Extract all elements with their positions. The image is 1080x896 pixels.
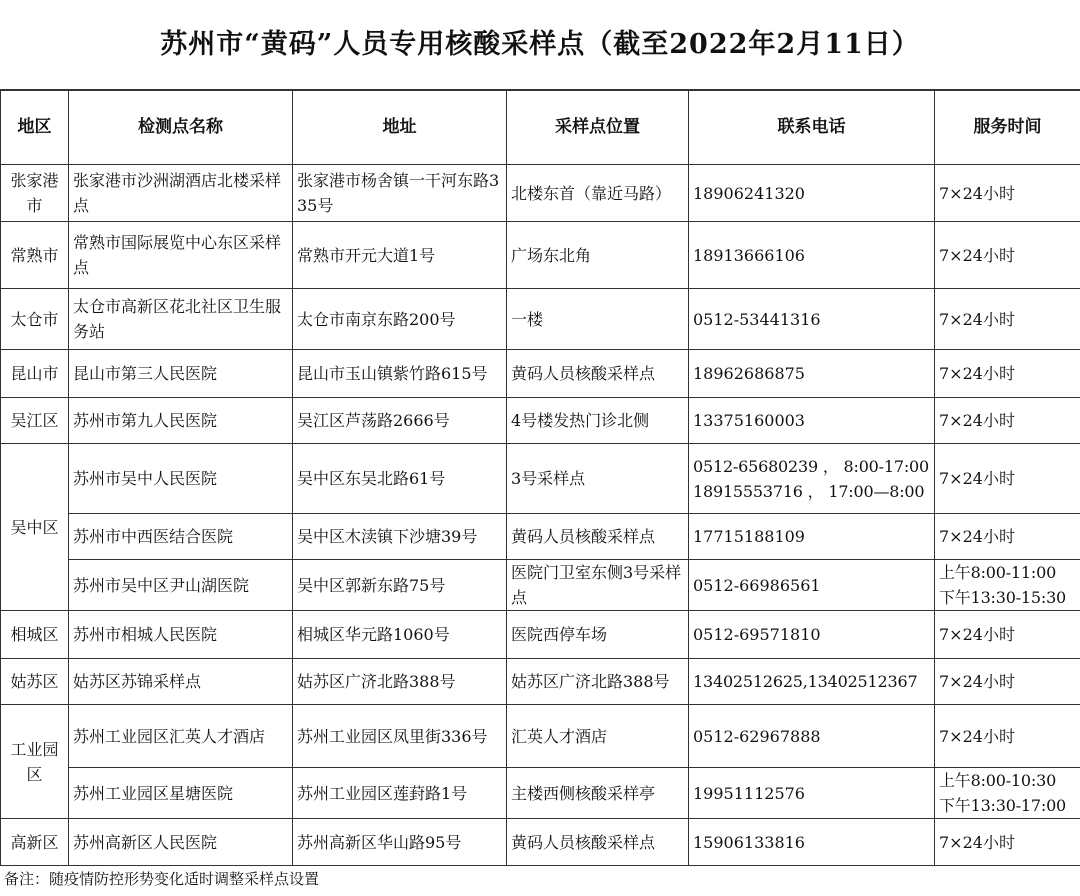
table-row [1,350,1080,398]
address-cell: 苏州工业园区莲葑路1号 [293,768,507,819]
table-row [1,289,1080,350]
location-cell: 一楼 [507,289,689,350]
phone-line: 18915553716 ， 17:00—8:00 [693,481,925,501]
hours-line: 下午13:30-15:30 [939,588,1067,607]
address-cell: 苏州工业园区凤里街336号 [293,705,507,768]
address-cell: 吴中区东吴北路61号 [293,444,507,514]
address-cell: 姑苏区广济北路388号 [293,659,507,705]
phone-line: 0512-65680239 ， 8:00-17:00 [693,456,929,476]
region-cell: 吴中区 [1,444,69,611]
site-name-cell: 苏州市第九人民医院 [69,398,293,444]
header-phone: 联系电话 [689,91,935,165]
region-cell: 常熟市 [1,222,69,289]
site-name-cell: 苏州工业园区星塘医院 [69,768,293,819]
phone-cell: 13402512625,13402512367 [689,659,935,705]
footnote: 备注：随疫情防控形势变化适时调整采样点设置 [4,870,320,888]
hours-cell: 7×24小时 [935,222,1080,289]
address-cell: 常熟市开元大道1号 [293,222,507,289]
location-cell: 4号楼发热门诊北侧 [507,398,689,444]
phone-cell: 18906241320 [689,165,935,222]
hours-line: 上午8:00-11:00 [939,563,1057,582]
location-cell: 姑苏区广济北路388号 [507,659,689,705]
phone-cell: 0512-66986561 [689,560,935,611]
hours-cell [935,560,1080,611]
site-name-cell: 苏州市吴中人民医院 [69,444,293,514]
region-cell: 吴江区 [1,398,69,444]
region-cell: 昆山市 [1,350,69,398]
sampling-sites-table [0,90,1080,866]
site-name-cell: 张家港市沙洲湖酒店北楼采样点 [69,165,293,222]
address-cell: 吴中区郭新东路75号 [293,560,507,611]
site-name-cell: 苏州高新区人民医院 [69,819,293,866]
location-cell: 医院门卫室东侧3号采样点 [507,560,689,611]
site-name-cell: 苏州工业园区汇英人才酒店 [69,705,293,768]
address-cell: 苏州高新区华山路95号 [293,819,507,866]
hours-cell: 7×24小时 [935,398,1080,444]
phone-cell: 13375160003 [689,398,935,444]
header-hours: 服务时间 [935,91,1080,165]
site-name-cell: 姑苏区苏锦采样点 [69,659,293,705]
region-cell: 工业园区 [1,705,69,819]
table-row [1,398,1080,444]
table-row [1,444,1080,514]
address-cell: 太仓市南京东路200号 [293,289,507,350]
location-cell: 黄码人员核酸采样点 [507,350,689,398]
hours-cell: 7×24小时 [935,350,1080,398]
table-row [1,560,1080,611]
location-cell: 主楼西侧核酸采样亭 [507,768,689,819]
hours-cell: 7×24小时 [935,289,1080,350]
phone-cell: 15906133816 [689,819,935,866]
region-cell: 相城区 [1,611,69,659]
table-row [1,222,1080,289]
location-cell: 北楼东首（靠近马路） [507,165,689,222]
page-title: 苏州市“黄码”人员专用核酸采样点（截至2022年2月11日） [0,0,1080,90]
address-cell: 相城区华元路1060号 [293,611,507,659]
table-row [1,165,1080,222]
address-cell: 吴江区芦荡路2666号 [293,398,507,444]
region-cell: 张家港市 [1,165,69,222]
region-cell: 姑苏区 [1,659,69,705]
phone-cell: 0512-62967888 [689,705,935,768]
header-location: 采样点位置 [507,91,689,165]
region-cell: 高新区 [1,819,69,866]
phone-cell: 18962686875 [689,350,935,398]
location-cell: 3号采样点 [507,444,689,514]
phone-cell: 19951112576 [689,768,935,819]
location-cell: 广场东北角 [507,222,689,289]
region-cell: 太仓市 [1,289,69,350]
site-name-cell: 苏州市相城人民医院 [69,611,293,659]
table-row [1,611,1080,659]
address-cell: 吴中区木渎镇下沙塘39号 [293,514,507,560]
hours-cell: 7×24小时 [935,165,1080,222]
hours-line: 下午13:30-17:00 [939,796,1067,815]
site-name-cell: 苏州市吴中区尹山湖医院 [69,560,293,611]
header-site-name: 检测点名称 [69,91,293,165]
table-row [1,659,1080,705]
table-row [1,819,1080,866]
site-name-cell: 太仓市高新区花北社区卫生服务站 [69,289,293,350]
table-row [1,514,1080,560]
hours-line: 上午8:00-10:30 [939,771,1057,790]
hours-cell: 7×24小时 [935,659,1080,705]
phone-cell: 0512-69571810 [689,611,935,659]
table-row [1,705,1080,768]
phone-cell: 0512-53441316 [689,289,935,350]
phone-cell: 17715188109 [689,514,935,560]
site-name-cell: 昆山市第三人民医院 [69,350,293,398]
table-header-row [1,91,1080,165]
location-cell: 汇英人才酒店 [507,705,689,768]
location-cell: 黄码人员核酸采样点 [507,514,689,560]
header-address: 地址 [293,91,507,165]
site-name-cell: 苏州市中西医结合医院 [69,514,293,560]
location-cell: 医院西停车场 [507,611,689,659]
location-cell: 黄码人员核酸采样点 [507,819,689,866]
hours-cell [935,768,1080,819]
site-name-cell: 常熟市国际展览中心东区采样点 [69,222,293,289]
hours-cell: 7×24小时 [935,514,1080,560]
hours-cell: 7×24小时 [935,444,1080,514]
phone-cell [689,444,935,514]
phone-cell: 18913666106 [689,222,935,289]
table-row [1,768,1080,819]
address-cell: 昆山市玉山镇紫竹路615号 [293,350,507,398]
header-region: 地区 [1,91,69,165]
hours-cell: 7×24小时 [935,819,1080,866]
address-cell: 张家港市杨舍镇一干河东路335号 [293,165,507,222]
hours-cell: 7×24小时 [935,705,1080,768]
hours-cell: 7×24小时 [935,611,1080,659]
